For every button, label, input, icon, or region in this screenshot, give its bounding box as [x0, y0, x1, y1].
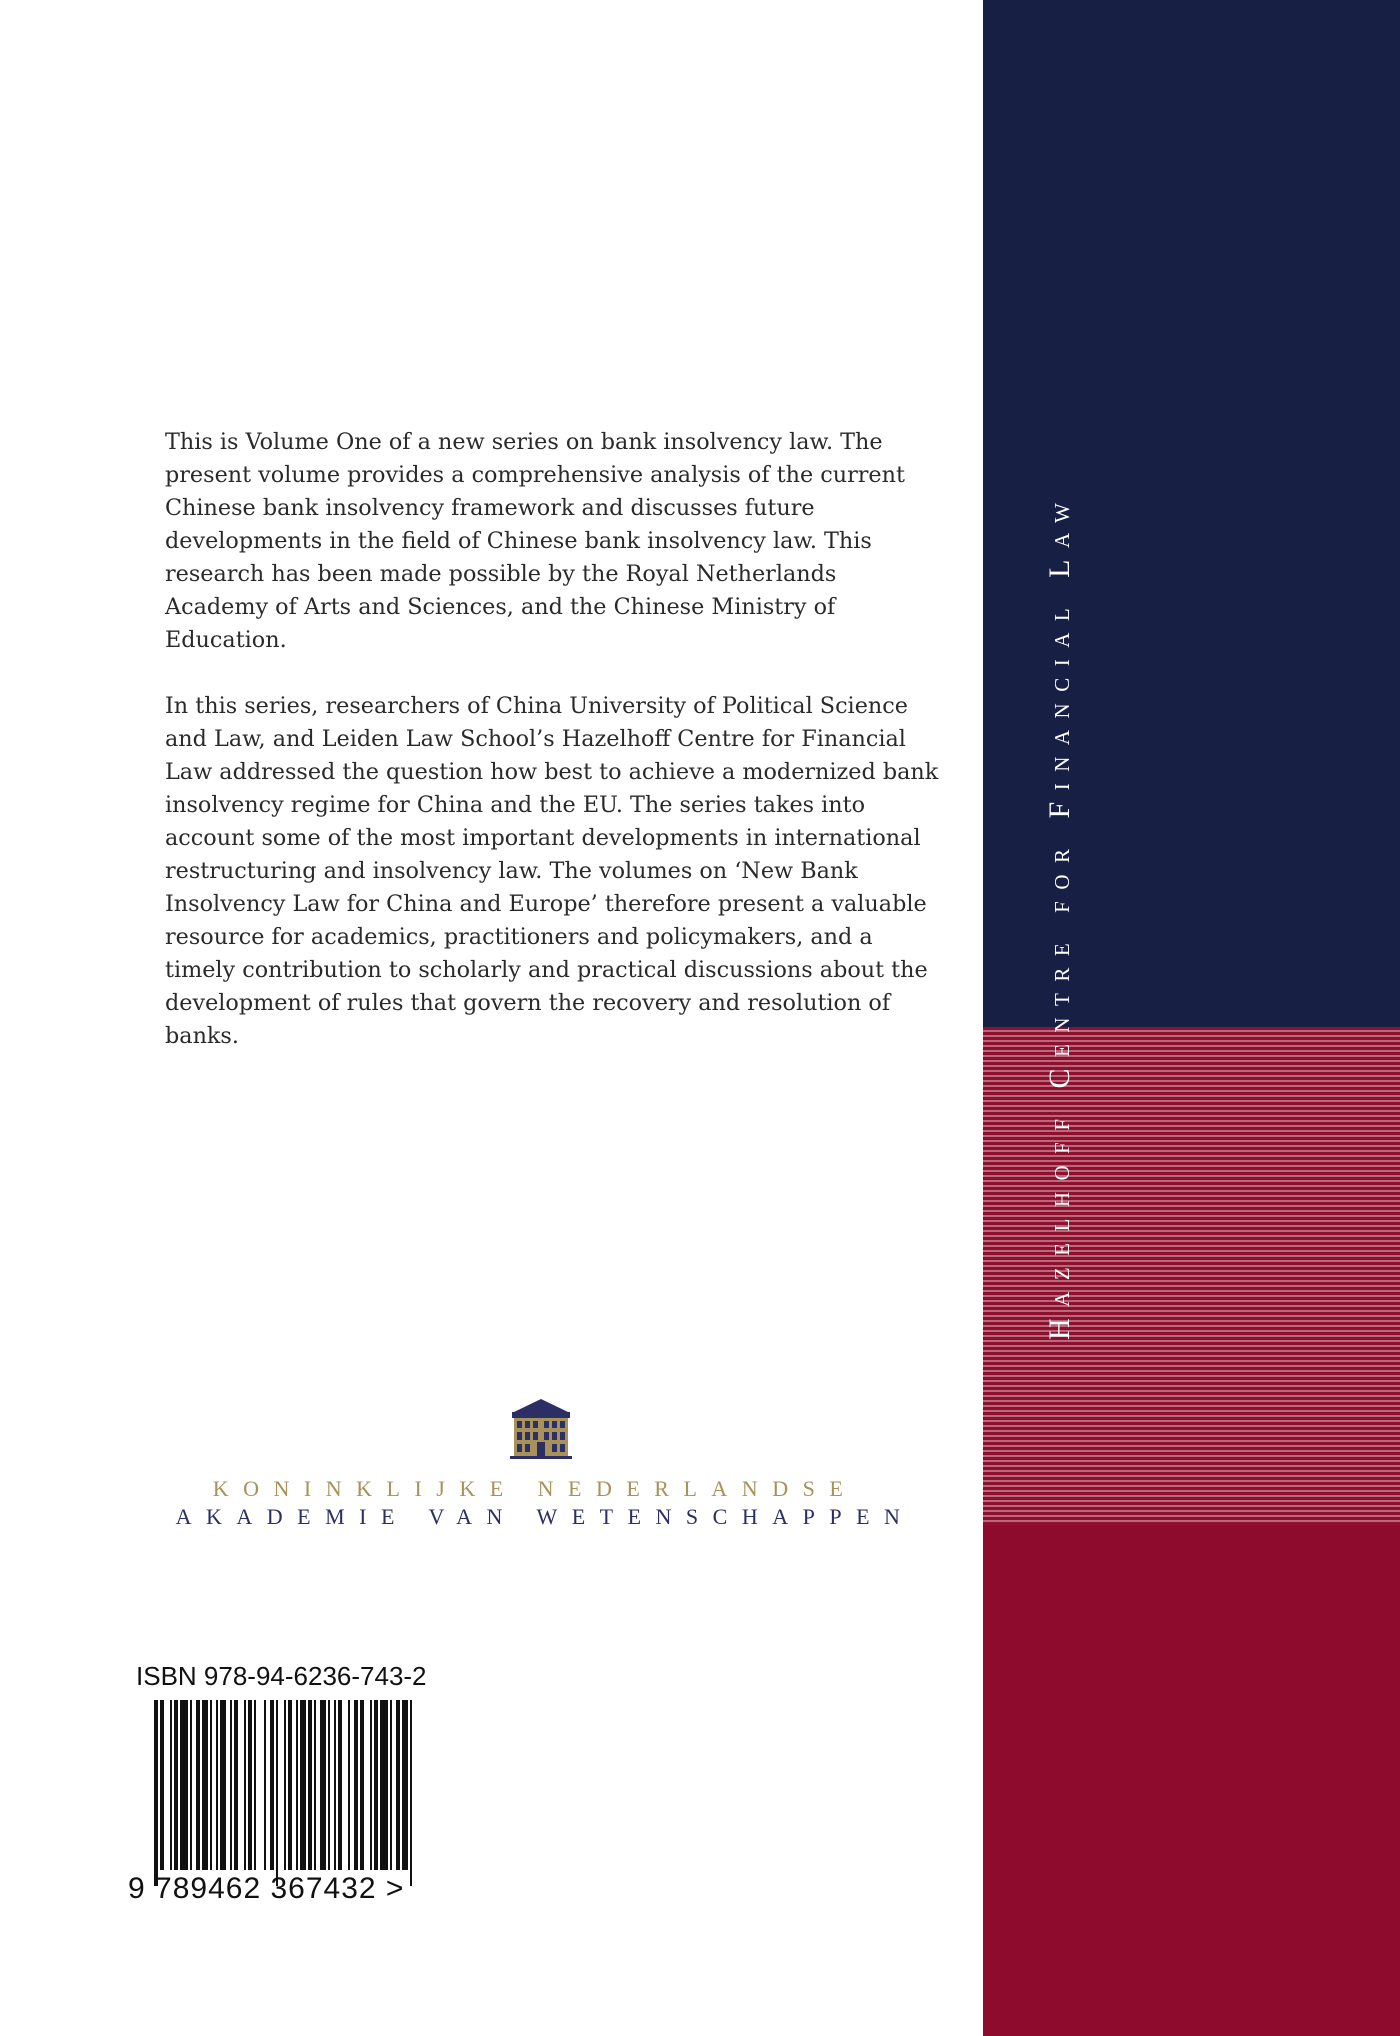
barcode-bar — [284, 1700, 286, 1870]
barcode-bar — [160, 1700, 164, 1870]
barcode-bar — [202, 1700, 208, 1870]
barcode — [150, 1700, 420, 1886]
back-cover-blurb — [165, 426, 945, 1086]
series-title: Hazelhoff Centre for Financial Law — [1043, 491, 1076, 1340]
band-red-section — [983, 1525, 1400, 2036]
barcode-bar — [328, 1700, 330, 1870]
barcode-bar — [374, 1700, 378, 1870]
barcode-bar — [288, 1700, 292, 1870]
academy-building-icon — [508, 1396, 574, 1460]
barcode-bar — [402, 1700, 408, 1870]
barcode-bar — [360, 1700, 364, 1870]
isbn-label: ISBN 978-94-6236-743-2 — [136, 1661, 427, 1691]
barcode-bar — [220, 1700, 226, 1870]
barcode-bar — [308, 1700, 312, 1870]
barcode-bar — [210, 1700, 212, 1870]
barcode-bar — [348, 1700, 350, 1870]
barcode-bar — [296, 1700, 298, 1870]
barcode-digits: 9 789462 367432 > — [128, 1872, 405, 1905]
barcode-bar — [190, 1700, 192, 1870]
barcode-bar — [216, 1700, 218, 1870]
barcode-bar — [254, 1700, 256, 1870]
barcode-bar — [174, 1700, 178, 1870]
barcode-bar — [300, 1700, 306, 1870]
barcode-bar — [276, 1700, 278, 1886]
barcode-bar — [230, 1700, 232, 1870]
barcode-bar — [338, 1700, 342, 1870]
barcode-bar — [396, 1700, 400, 1870]
blurb-paragraph-2: In this series, researchers of China University of Political Science and Law, and Leiden Law School’s Hazelhoff Centre for Financial Law addressed the question how best to achieve a modernized bank insolvency regime for China and the EU. The series takes into account some of the most important developments in international restructuring and insolvency law. The volumes on ‘New Bank Insolvency Law for China and Europe’ therefore present a valuable resource for academics, practitioners and policymakers, and a timely contribution to scholarly and practical discussions about the development of rules that govern the recovery and resolution of banks. — [165, 693, 939, 1049]
publisher-name-line-2: AKADEMIE VAN WETENSCHAPPEN — [175, 1504, 915, 1529]
barcode-bar — [154, 1700, 158, 1886]
barcode-bar — [270, 1700, 274, 1870]
barcode-bar — [354, 1700, 358, 1870]
barcode-bar — [180, 1700, 188, 1870]
barcode-bar — [170, 1700, 172, 1870]
blurb-paragraph-1: This is Volume One of a new series on bank insolvency law. The present volume provides a comprehensive analysis of the current Chinese bank insolvency framework and discusses future developments in the field of Chinese bank insolvency law. This research has been made possible by the Royal Netherlands Academy of Arts and Sciences, and the Chinese Ministry of Education. — [165, 429, 905, 653]
barcode-bar — [320, 1700, 326, 1870]
barcode-bar — [244, 1700, 246, 1870]
barcode-bar — [264, 1700, 266, 1870]
barcode-bar — [334, 1700, 336, 1870]
barcode-bar — [248, 1700, 252, 1870]
barcode-bar — [390, 1700, 392, 1870]
barcode-bar — [410, 1700, 412, 1886]
barcode-bar — [314, 1700, 316, 1870]
publisher-name-line-1: KONINKLIJKE NEDERLANDSE — [212, 1476, 858, 1501]
barcode-bar — [370, 1700, 372, 1870]
barcode-bar — [196, 1700, 200, 1870]
barcode-bar — [380, 1700, 388, 1870]
barcode-bar — [234, 1700, 238, 1870]
